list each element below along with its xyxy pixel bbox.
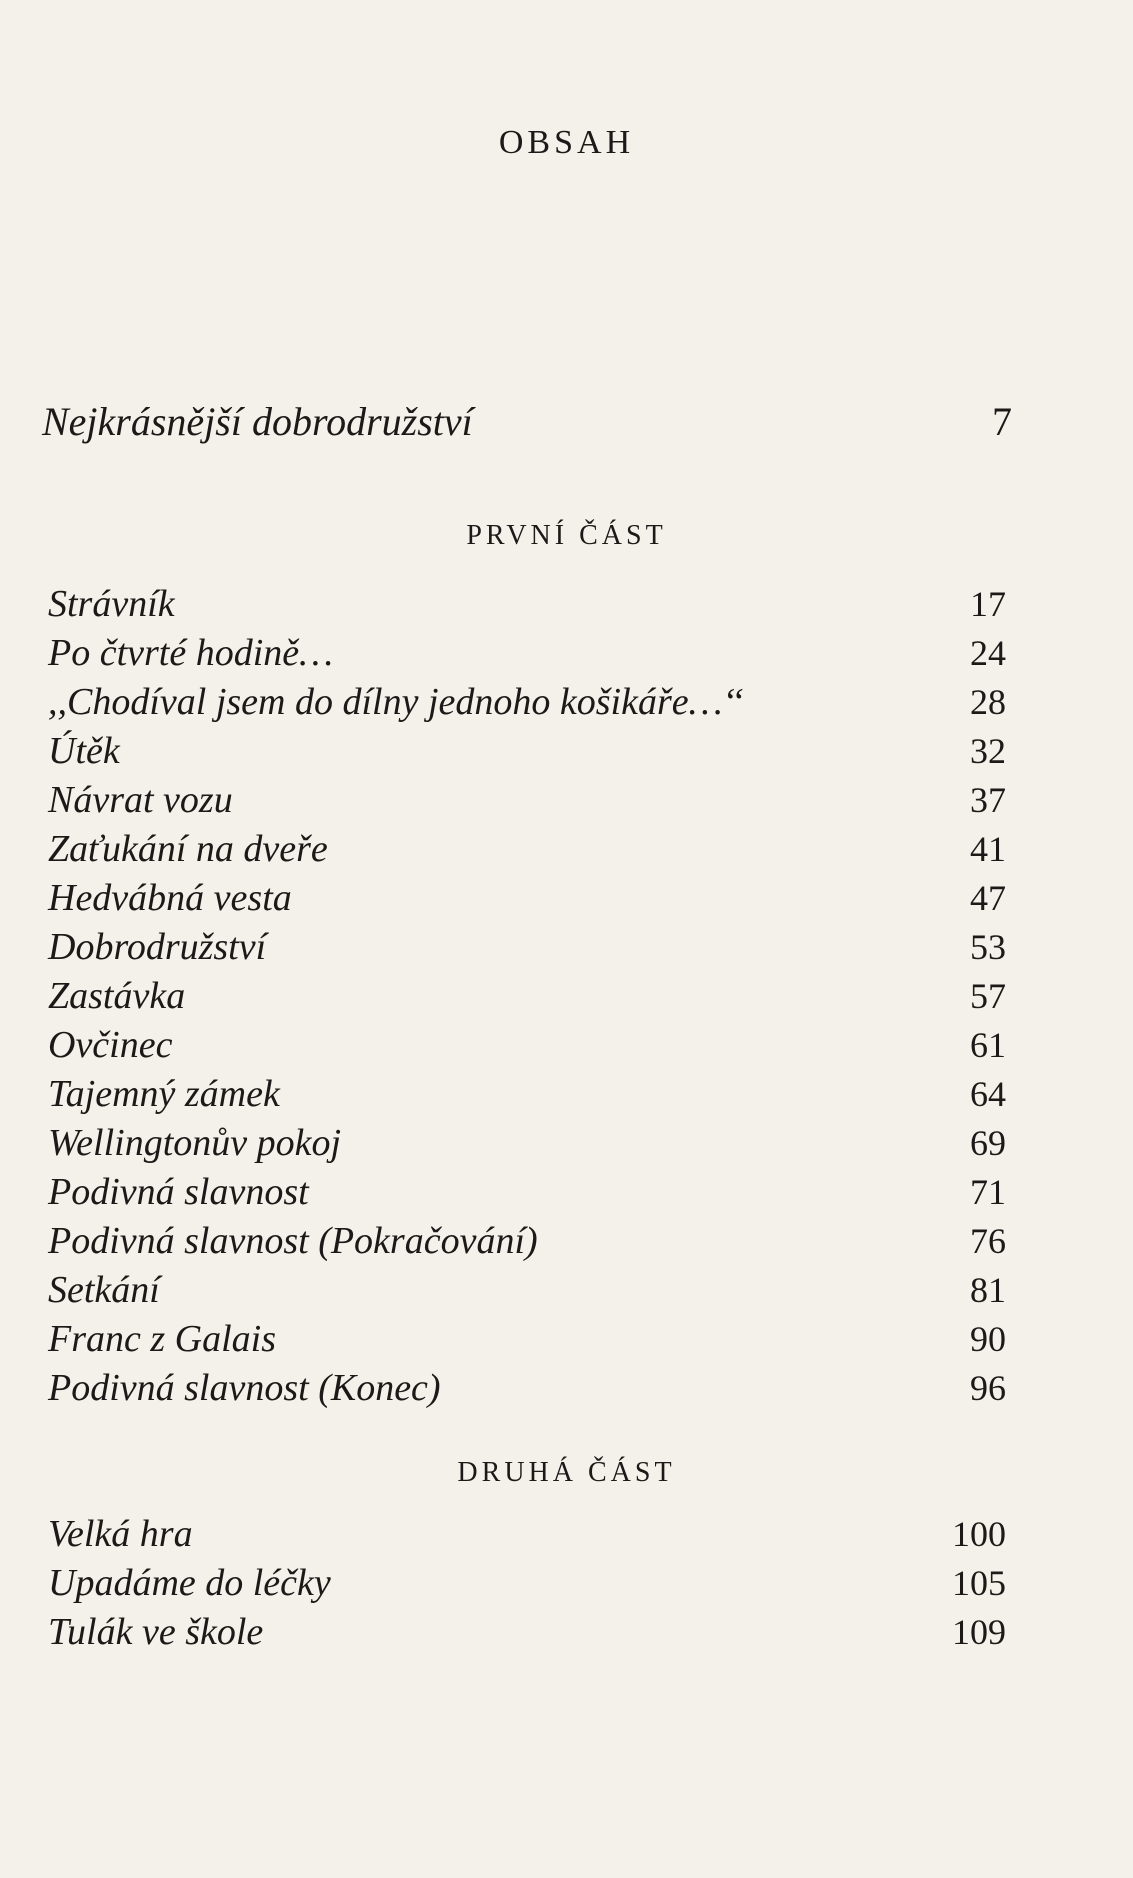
toc-entry [48,1510,1006,1559]
toc-entry [48,874,1006,923]
toc-entry-title: Franc z Galais [48,1318,276,1360]
toc-entry-page: 76 [970,1221,1006,1261]
toc-entry-page: 69 [970,1123,1006,1163]
toc-entry [48,923,1006,972]
toc-entry-title: Podivná slavnost (Pokračování) [48,1220,538,1262]
toc-entry-page: 32 [970,731,1006,771]
toc-entry-page: 90 [970,1319,1006,1359]
toc-entry [48,1070,1006,1119]
toc-entry-title: Zaťukání na dveře [48,828,328,870]
toc-entry-page: 96 [970,1368,1006,1408]
toc-entry [48,1364,1006,1413]
toc-entry-page: 53 [970,927,1006,967]
toc-entry-title: Podivná slavnost (Konec) [48,1367,441,1409]
toc-entry [48,580,1006,629]
toc-entry-title: Tulák ve škole [48,1611,264,1653]
toc-entry [48,1315,1006,1364]
toc-entry-title: Strávník [48,583,175,625]
toc-entry-title: Dobrodružství [48,926,267,968]
toc-entry-page: 7 [992,399,1012,444]
toc-entry-page: 109 [952,1612,1006,1652]
toc-entry-title: Tajemný zámek [48,1073,280,1115]
toc-entry-page: 17 [970,584,1006,624]
toc-entry-intro [42,398,1012,448]
toc-entry-title: Upadáme do léčky [48,1562,331,1604]
toc-entry [48,972,1006,1021]
toc-entry-page: 81 [970,1270,1006,1310]
toc-entry-title: Útěk [48,730,120,772]
toc-entry-page: 37 [970,780,1006,820]
toc-entry [48,776,1006,825]
toc-entry [48,678,1006,727]
toc-entry-page: 41 [970,829,1006,869]
toc-entry-page: 71 [970,1172,1006,1212]
toc-entry-title: Velká hra [48,1513,193,1555]
toc-entry-title: Wellingtonův pokoj [48,1122,342,1164]
toc-entry-page: 28 [970,682,1006,722]
toc-entry-page: 64 [970,1074,1006,1114]
toc-entry-title: Nejkrásnější dobrodružství [42,399,473,444]
toc-entry-title: ,,Chodíval jsem do dílny jednoho košikáře…‘‘ [48,681,744,723]
toc-entry-page: 47 [970,878,1006,918]
toc-entry [48,629,1006,678]
toc-entry-title: Návrat vozu [48,779,233,821]
toc-entry-title: Setkání [48,1269,160,1311]
part-two-heading: DRUHÁ ČÁST [457,1457,676,1488]
toc-entry-title: Podivná slavnost [48,1171,309,1213]
toc-entry-page: 24 [970,633,1006,673]
toc-entry-title: Ovčinec [48,1024,173,1066]
toc-entry-page: 100 [952,1514,1006,1554]
toc-entry-title: Zastávka [48,975,186,1017]
part-one-heading: PRVNÍ ČÁST [466,520,667,551]
toc-entry [48,1608,1006,1657]
toc-entry [48,1266,1006,1315]
toc-entry [48,727,1006,776]
toc-entry [48,1168,1006,1217]
toc-entry-page: 61 [970,1025,1006,1065]
toc-entry [48,1021,1006,1070]
toc-entry-title: Hedvábná vesta [48,877,292,919]
toc-entry [48,1217,1006,1266]
toc-entry [48,1119,1006,1168]
toc-entry-title: Po čtvrté hodině… [48,632,333,674]
toc-entry-page: 105 [952,1563,1006,1603]
contents-heading: OBSAH [498,124,635,161]
toc-entry [48,825,1006,874]
part-two-list [48,1510,1006,1657]
part-one-list [48,580,1006,1413]
toc-entry [48,1559,1006,1608]
toc-entry-page: 57 [970,976,1006,1016]
